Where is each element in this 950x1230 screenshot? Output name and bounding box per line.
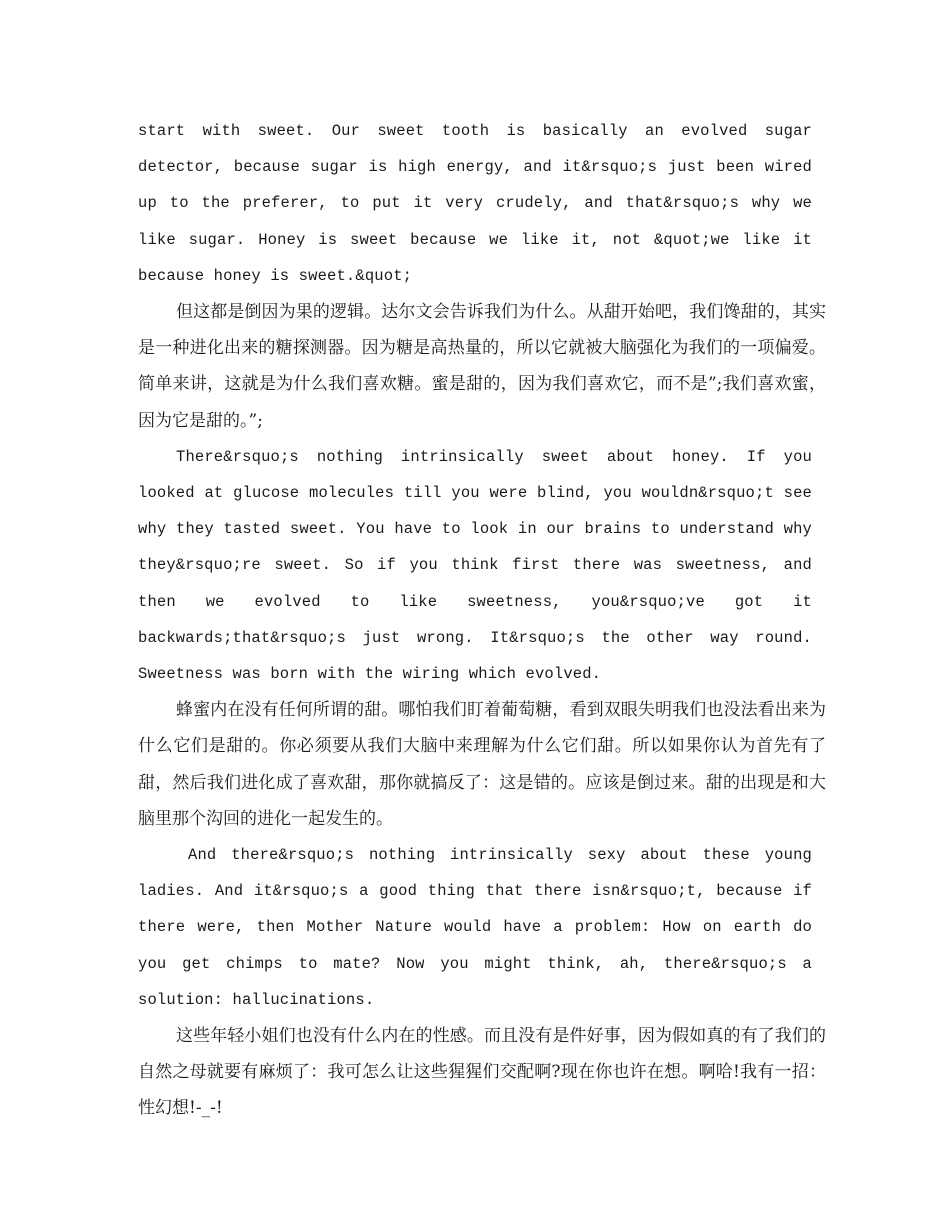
paragraph-en-3: And there&rsquo;s nothing intrinsically sexy about these young ladies. And it&rsquo;s a good thing that there isn&rsquo;t, because if there were, then Mother Nature would have a problem: How on earth do you get chimps to mate? Now you might think, ah, there&rsquo;s a solution: hallucinations. [138, 846, 812, 1009]
paragraph-en-2: There&rsquo;s nothing intrinsically sweet about honey. If you looked at glucose molecules till you were blind, you wouldn&rsquo;t see why they tasted sweet. You have to look in our brains to understand why they&rsquo;re sweet. So if you think first there was sweetness, and then we evolved to like sweetness, you&rsquo;ve got it backwards;that&rsquo;s just wrong. It&rsquo;s the other way round. Sweetness was born with the wiring which evolved. [138, 447, 812, 684]
document-page [138, 113, 826, 1127]
paragraph-zh-2: 蜂蜜内在没有任何所谓的甜。哪怕我们盯着葡萄糖，看到双眼失明我们也没法看出来为什么它们是甜的。你必须要从我们大脑中来理解为什么它们甜。所以如果你认为首先有了甜，然后我们进化成了喜欢甜，那你就搞反了：这是错的。应该是倒过来。甜的出现是和大脑里那个沟回的进化一起发生的。 [138, 700, 826, 829]
paragraph-zh-3: 这些年轻小姐们也没有什么内在的性感。而且没有是件好事，因为假如真的有了我们的自然之母就要有麻烦了：我可怎么让这些猩猩们交配啊?现在你也许在想。啊哈!我有一招：性幻想!-_-! [138, 1026, 826, 1119]
paragraph-en-1: start with sweet. Our sweet tooth is basically an evolved sugar detector, because sugar is high energy, and it&rsquo;s just been wired up to the preferer, to put it very crudely, and that&rsquo;s why we like sugar. Honey is sweet because we like it, not &quot;we like it because honey is sweet.&quot; [138, 122, 812, 285]
paragraph-zh-1: 但这都是倒因为果的逻辑。达尔文会告诉我们为什么。从甜开始吧，我们馋甜的，其实是一种进化出来的糖探测器。因为糖是高热量的，所以它就被大脑强化为我们的一项偏爱。简单来讲，这就是为什么我们喜欢糖。蜜是甜的，因为我们喜欢它，而不是”;我们喜欢蜜，因为它是甜的。”; [138, 302, 826, 431]
